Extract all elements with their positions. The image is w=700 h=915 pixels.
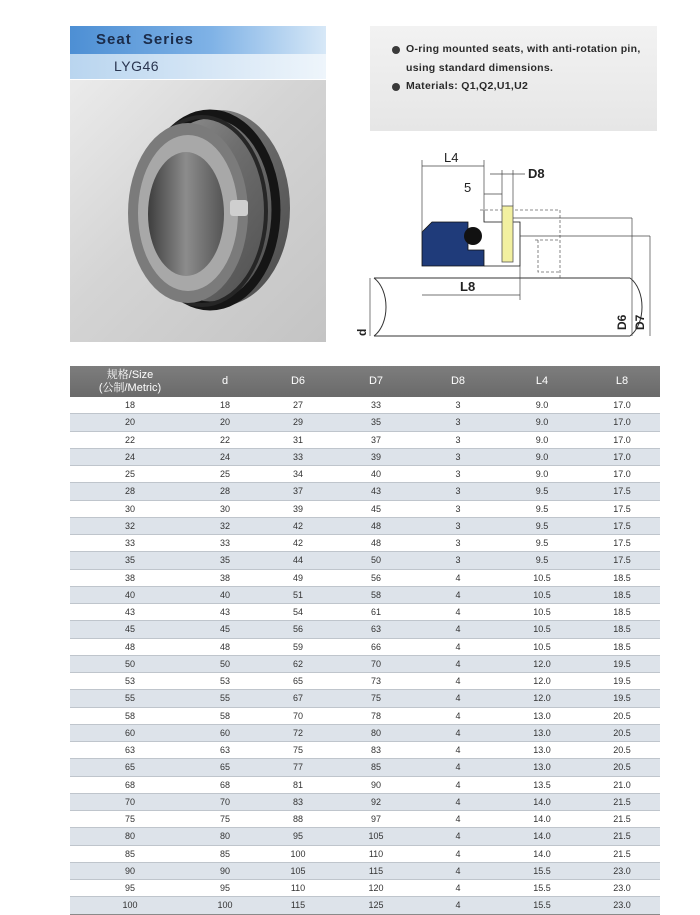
- cell-d: 24: [190, 448, 260, 465]
- header-size: [70, 366, 190, 397]
- product-photo: [70, 80, 326, 342]
- cell-d8: 4: [416, 586, 500, 603]
- cell-d6: 54: [260, 604, 336, 621]
- description-box: [370, 26, 657, 131]
- cell-d: 28: [190, 483, 260, 500]
- cell-d7: 33: [336, 397, 416, 414]
- bullet-icon: [392, 83, 400, 91]
- cell-d8: 3: [416, 397, 500, 414]
- cell-d: 58: [190, 707, 260, 724]
- table-row: [70, 621, 660, 638]
- cell-l4: 9.0: [500, 448, 584, 465]
- table-row: [70, 414, 660, 431]
- cell-l4: 14.0: [500, 811, 584, 828]
- cell-d7: 92: [336, 793, 416, 810]
- cell-size: 95: [70, 880, 190, 897]
- cell-d: 38: [190, 569, 260, 586]
- header-l4: L4: [500, 366, 584, 397]
- cell-l8: 17.5: [584, 535, 660, 552]
- cell-d6: 77: [260, 759, 336, 776]
- cell-d: 25: [190, 466, 260, 483]
- table-row: [70, 673, 660, 690]
- cell-d6: 100: [260, 845, 336, 862]
- table-row: [70, 500, 660, 517]
- cell-l4: 13.5: [500, 776, 584, 793]
- cell-d: 80: [190, 828, 260, 845]
- cell-d8: 4: [416, 724, 500, 741]
- header-d7: D7: [336, 366, 416, 397]
- cell-d6: 72: [260, 724, 336, 741]
- cell-d8: 3: [416, 535, 500, 552]
- cell-l8: 20.5: [584, 707, 660, 724]
- cell-d: 95: [190, 880, 260, 897]
- cell-d6: 88: [260, 811, 336, 828]
- cell-l8: 23.0: [584, 862, 660, 879]
- series-title-box: [70, 26, 326, 79]
- cell-d6: 95: [260, 828, 336, 845]
- cell-l8: 17.5: [584, 552, 660, 569]
- description-line-1: O-ring mounted seats, with anti-rotation pin,: [406, 43, 641, 55]
- cell-d: 35: [190, 552, 260, 569]
- cell-l8: 17.0: [584, 431, 660, 448]
- cell-size: 50: [70, 655, 190, 672]
- cell-l4: 14.0: [500, 793, 584, 810]
- cell-d7: 75: [336, 690, 416, 707]
- cell-size: 85: [70, 845, 190, 862]
- cell-l4: 15.5: [500, 862, 584, 879]
- table-body: [70, 397, 660, 914]
- cell-d: 75: [190, 811, 260, 828]
- cell-d6: 81: [260, 776, 336, 793]
- cell-d8: 4: [416, 569, 500, 586]
- cell-d6: 59: [260, 638, 336, 655]
- label-five: 5: [464, 180, 472, 195]
- cell-l8: 17.0: [584, 466, 660, 483]
- cell-d7: 48: [336, 535, 416, 552]
- cell-l8: 19.5: [584, 655, 660, 672]
- cell-l4: 9.5: [500, 517, 584, 534]
- label-d6: D6: [615, 314, 629, 330]
- cell-d: 22: [190, 431, 260, 448]
- cell-d6: 33: [260, 448, 336, 465]
- table-row: [70, 397, 660, 414]
- cell-d8: 3: [416, 431, 500, 448]
- table-row: [70, 586, 660, 603]
- cell-d8: 4: [416, 604, 500, 621]
- cell-d8: 4: [416, 811, 500, 828]
- table-row: [70, 759, 660, 776]
- cell-d7: 50: [336, 552, 416, 569]
- cell-size: 55: [70, 690, 190, 707]
- table-row: [70, 431, 660, 448]
- cell-size: 28: [70, 483, 190, 500]
- cell-d7: 115: [336, 862, 416, 879]
- cell-l4: 12.0: [500, 655, 584, 672]
- table-row: [70, 638, 660, 655]
- cell-l8: 19.5: [584, 690, 660, 707]
- cell-l8: 17.5: [584, 500, 660, 517]
- cell-d6: 39: [260, 500, 336, 517]
- label-l4: L4: [444, 150, 459, 165]
- cell-d6: 44: [260, 552, 336, 569]
- cell-d: 43: [190, 604, 260, 621]
- table-row: [70, 604, 660, 621]
- header-d6: D6: [260, 366, 336, 397]
- cell-d: 100: [190, 897, 260, 914]
- cell-l4: 10.5: [500, 586, 584, 603]
- cell-d7: 110: [336, 845, 416, 862]
- cell-d8: 4: [416, 862, 500, 879]
- cell-size: 70: [70, 793, 190, 810]
- cell-l8: 17.5: [584, 517, 660, 534]
- cell-d7: 120: [336, 880, 416, 897]
- cell-l8: 20.5: [584, 742, 660, 759]
- cell-l8: 18.5: [584, 638, 660, 655]
- table-row: [70, 724, 660, 741]
- table-row: [70, 552, 660, 569]
- cell-d6: 37: [260, 483, 336, 500]
- cell-d: 85: [190, 845, 260, 862]
- cell-size: 63: [70, 742, 190, 759]
- cell-size: 38: [70, 569, 190, 586]
- cell-d6: 105: [260, 862, 336, 879]
- cell-size: 18: [70, 397, 190, 414]
- cell-d: 20: [190, 414, 260, 431]
- table-row: [70, 517, 660, 534]
- cell-d8: 4: [416, 655, 500, 672]
- cell-l4: 9.5: [500, 500, 584, 517]
- cell-size: 45: [70, 621, 190, 638]
- cell-d6: 62: [260, 655, 336, 672]
- cell-d: 53: [190, 673, 260, 690]
- label-d8: D8: [528, 166, 545, 181]
- cell-d7: 105: [336, 828, 416, 845]
- label-d7: D7: [633, 314, 647, 330]
- cell-d: 65: [190, 759, 260, 776]
- cell-d7: 56: [336, 569, 416, 586]
- cell-l4: 10.5: [500, 604, 584, 621]
- cell-size: 35: [70, 552, 190, 569]
- cell-size: 53: [70, 673, 190, 690]
- header-l8: L8: [584, 366, 660, 397]
- cell-l8: 23.0: [584, 897, 660, 914]
- cell-d8: 4: [416, 845, 500, 862]
- cell-l8: 17.0: [584, 448, 660, 465]
- table-row: [70, 811, 660, 828]
- cell-l8: 21.0: [584, 776, 660, 793]
- cell-l8: 18.5: [584, 604, 660, 621]
- cell-l4: 13.0: [500, 707, 584, 724]
- cell-d: 48: [190, 638, 260, 655]
- header-size-line1: 规格/Size: [106, 368, 154, 381]
- cell-size: 20: [70, 414, 190, 431]
- cell-d: 55: [190, 690, 260, 707]
- cell-size: 90: [70, 862, 190, 879]
- bullet-icon: [392, 46, 400, 54]
- cell-l8: 19.5: [584, 673, 660, 690]
- cell-d8: 4: [416, 742, 500, 759]
- cell-l8: 17.0: [584, 414, 660, 431]
- cell-d6: 65: [260, 673, 336, 690]
- cell-l4: 9.5: [500, 483, 584, 500]
- cell-size: 68: [70, 776, 190, 793]
- cell-d8: 4: [416, 638, 500, 655]
- cell-d: 70: [190, 793, 260, 810]
- cell-l4: 15.5: [500, 897, 584, 914]
- dimensions-table-wrapper: [70, 366, 660, 915]
- cell-l4: 12.0: [500, 690, 584, 707]
- cell-size: 80: [70, 828, 190, 845]
- cell-l4: 14.0: [500, 828, 584, 845]
- cell-l4: 9.0: [500, 397, 584, 414]
- cell-size: 100: [70, 897, 190, 914]
- dimensions-table: [70, 366, 660, 915]
- cell-d: 18: [190, 397, 260, 414]
- table-row: [70, 448, 660, 465]
- cell-d7: 39: [336, 448, 416, 465]
- cell-d7: 125: [336, 897, 416, 914]
- cell-l4: 13.0: [500, 759, 584, 776]
- cell-d: 40: [190, 586, 260, 603]
- cell-d6: 31: [260, 431, 336, 448]
- series-title: Seat Series: [70, 26, 326, 54]
- cell-d6: 34: [260, 466, 336, 483]
- label-l8: L8: [460, 279, 476, 294]
- cell-d6: 42: [260, 517, 336, 534]
- cell-size: 25: [70, 466, 190, 483]
- cell-d7: 58: [336, 586, 416, 603]
- cell-d7: 43: [336, 483, 416, 500]
- table-row: [70, 742, 660, 759]
- cell-l4: 12.0: [500, 673, 584, 690]
- cell-d8: 3: [416, 500, 500, 517]
- table-row: [70, 707, 660, 724]
- table-row: [70, 655, 660, 672]
- cell-size: 48: [70, 638, 190, 655]
- cell-d8: 4: [416, 897, 500, 914]
- cell-l4: 9.0: [500, 466, 584, 483]
- model-name: LYG46: [70, 54, 326, 79]
- table-row: [70, 845, 660, 862]
- cell-d6: 75: [260, 742, 336, 759]
- cell-d6: 27: [260, 397, 336, 414]
- cell-d8: 4: [416, 673, 500, 690]
- cell-l8: 17.5: [584, 483, 660, 500]
- cell-d7: 35: [336, 414, 416, 431]
- cell-size: 40: [70, 586, 190, 603]
- header-d8: D8: [416, 366, 500, 397]
- cell-l4: 9.5: [500, 552, 584, 569]
- cell-size: 33: [70, 535, 190, 552]
- table-row: [70, 776, 660, 793]
- cell-l8: 21.5: [584, 811, 660, 828]
- cell-d6: 110: [260, 880, 336, 897]
- cell-l4: 10.5: [500, 621, 584, 638]
- cell-d: 90: [190, 862, 260, 879]
- cell-d7: 63: [336, 621, 416, 638]
- description-line-3: Materials: Q1,Q2,U1,U2: [406, 80, 529, 92]
- table-header-row: [70, 366, 660, 397]
- cell-size: 43: [70, 604, 190, 621]
- cell-d: 30: [190, 500, 260, 517]
- table-row: [70, 828, 660, 845]
- cell-d7: 48: [336, 517, 416, 534]
- cell-size: 58: [70, 707, 190, 724]
- table-row: [70, 483, 660, 500]
- table-row: [70, 897, 660, 914]
- cell-size: 24: [70, 448, 190, 465]
- cell-size: 32: [70, 517, 190, 534]
- cell-d8: 3: [416, 517, 500, 534]
- cell-d7: 83: [336, 742, 416, 759]
- cell-d6: 83: [260, 793, 336, 810]
- cell-l8: 18.5: [584, 569, 660, 586]
- cell-d: 45: [190, 621, 260, 638]
- cell-l4: 13.0: [500, 724, 584, 741]
- cell-l4: 9.0: [500, 414, 584, 431]
- cell-d6: 67: [260, 690, 336, 707]
- cell-l4: 10.5: [500, 638, 584, 655]
- cell-l8: 21.5: [584, 793, 660, 810]
- cell-l4: 13.0: [500, 742, 584, 759]
- seat-ring-image: [70, 80, 326, 342]
- cell-d7: 97: [336, 811, 416, 828]
- cell-d6: 29: [260, 414, 336, 431]
- cell-d8: 3: [416, 448, 500, 465]
- cell-d7: 66: [336, 638, 416, 655]
- cell-d8: 4: [416, 690, 500, 707]
- cell-size: 65: [70, 759, 190, 776]
- cell-l4: 10.5: [500, 569, 584, 586]
- cell-d6: 70: [260, 707, 336, 724]
- cell-d7: 40: [336, 466, 416, 483]
- cell-l4: 15.5: [500, 880, 584, 897]
- cell-d7: 78: [336, 707, 416, 724]
- cell-d: 32: [190, 517, 260, 534]
- cell-size: 75: [70, 811, 190, 828]
- cell-d7: 73: [336, 673, 416, 690]
- technical-drawing: [355, 140, 660, 350]
- cell-l8: 20.5: [584, 724, 660, 741]
- cell-l8: 20.5: [584, 759, 660, 776]
- cell-d6: 51: [260, 586, 336, 603]
- cell-size: 22: [70, 431, 190, 448]
- label-d: d: [355, 328, 369, 336]
- cell-d: 68: [190, 776, 260, 793]
- cell-d: 60: [190, 724, 260, 741]
- cell-l8: 18.5: [584, 586, 660, 603]
- cell-d8: 3: [416, 414, 500, 431]
- cell-d6: 56: [260, 621, 336, 638]
- cell-d8: 4: [416, 828, 500, 845]
- cell-size: 30: [70, 500, 190, 517]
- cell-d: 50: [190, 655, 260, 672]
- description-line-2: using standard dimensions.: [406, 62, 554, 74]
- header-size-line2: (公制/Metric): [98, 381, 162, 394]
- cell-l4: 14.0: [500, 845, 584, 862]
- table-row: [70, 569, 660, 586]
- cell-l8: 21.5: [584, 845, 660, 862]
- cell-d: 33: [190, 535, 260, 552]
- cell-d7: 37: [336, 431, 416, 448]
- cell-size: 60: [70, 724, 190, 741]
- seat-cross-section-diagram: [355, 140, 660, 350]
- cell-l8: 17.0: [584, 397, 660, 414]
- table-row: [70, 690, 660, 707]
- table-row: [70, 466, 660, 483]
- cell-l8: 23.0: [584, 880, 660, 897]
- cell-d: 63: [190, 742, 260, 759]
- cell-d6: 49: [260, 569, 336, 586]
- header-d: d: [190, 366, 260, 397]
- table-row: [70, 535, 660, 552]
- cell-d6: 115: [260, 897, 336, 914]
- cell-d8: 3: [416, 466, 500, 483]
- cell-l4: 9.0: [500, 431, 584, 448]
- cell-l4: 9.5: [500, 535, 584, 552]
- cell-d7: 80: [336, 724, 416, 741]
- cell-d6: 42: [260, 535, 336, 552]
- table-row: [70, 862, 660, 879]
- cell-d8: 3: [416, 552, 500, 569]
- table-row: [70, 880, 660, 897]
- table-row: [70, 793, 660, 810]
- cell-d8: 4: [416, 707, 500, 724]
- cell-d8: 4: [416, 793, 500, 810]
- cell-d7: 90: [336, 776, 416, 793]
- cell-d7: 85: [336, 759, 416, 776]
- cell-d7: 61: [336, 604, 416, 621]
- cell-l8: 21.5: [584, 828, 660, 845]
- cell-d8: 3: [416, 483, 500, 500]
- cell-l8: 18.5: [584, 621, 660, 638]
- cell-d8: 4: [416, 776, 500, 793]
- cell-d8: 4: [416, 621, 500, 638]
- cell-d7: 45: [336, 500, 416, 517]
- cell-d8: 4: [416, 759, 500, 776]
- cell-d7: 70: [336, 655, 416, 672]
- cell-d8: 4: [416, 880, 500, 897]
